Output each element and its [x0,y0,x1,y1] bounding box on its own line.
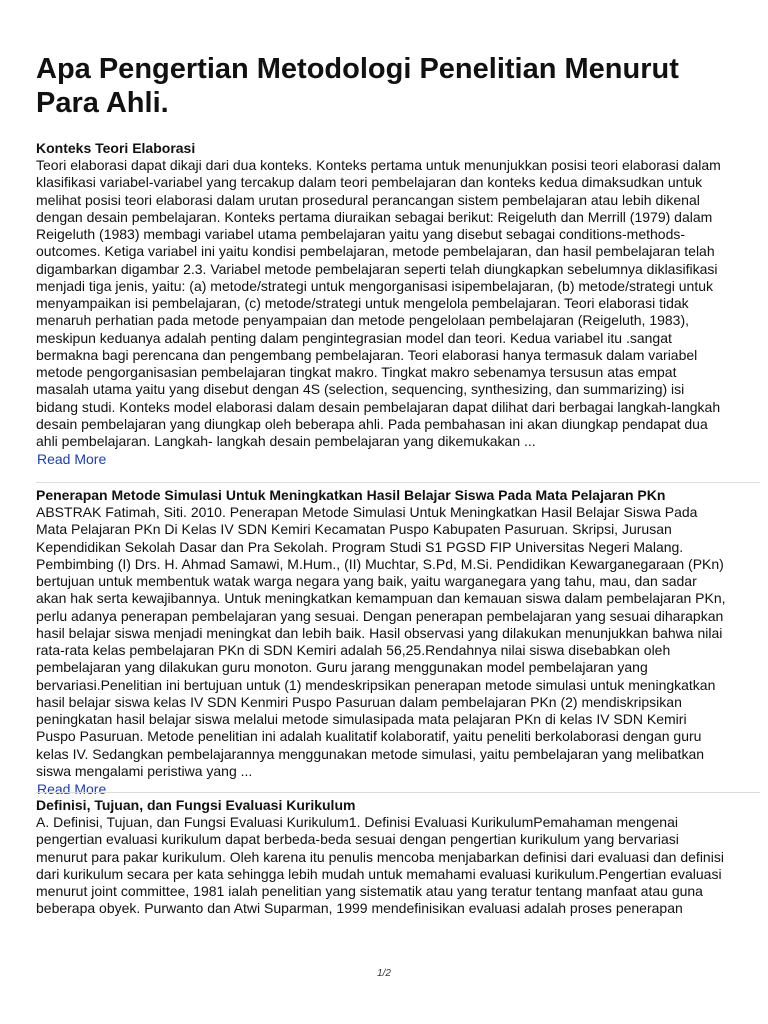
article-divider [36,482,760,483]
page-title: Apa Pengertian Metodologi Penelitian Menurut Para Ahli. [36,53,679,119]
article-title: Penerapan Metode Simulasi Untuk Meningkatkan Hasil Belajar Siswa Pada Mata Pelajaran PKn [36,487,666,503]
article-title: Definisi, Tujuan, dan Fungsi Evaluasi Kurikulum [36,797,356,813]
article-body: A. Definisi, Tujuan, dan Fungsi Evaluasi Kurikulum1. Definisi Evaluasi KurikulumPemahaman mengenai pengertian evaluasi kurikulum dapat berbeda-beda sesuai dengan pengertian kurikulum yang bervariasi menurut para pakar kurikulum. Oleh karena itu penulis mencoba menjabarkan definisi dari evaluasi dan definisi dari kurikulum secara per kata sehingga lebih mudah untuk memahami evaluasi kurikulum.Pengertian evaluasi menurut joint committee, 1981 ialah penelitian yang sistematik atau yang teratur tentang manfaat atau guna beberapa obyek. Purwanto dan Atwi Suparman, 1999 mendefinisikan evaluasi adalah proses penerapan [36,814,724,917]
article-divider [36,792,760,793]
article-body: ABSTRAK Fatimah, Siti. 2010. Penerapan Metode Simulasi Untuk Meningkatkan Hasil Belajar Siswa Pada Mata Pelajaran PKn Di Kelas IV SDN Kemiri Kecamatan Puspo Kabupaten Pasuruan. Skripsi, Jurusan Kependidikan Sekolah Dasar dan Pra Sekolah. Program Studi S1 PGSD FIP Universitas Negeri Malang. Pembimbing (I) Drs. H. Ahmad Samawi, M.Hum., (II) Muchtar, S.Pd, M.Si. Pendidikan Kewarganegaraan (PKn) bertujuan untuk membentuk watak warga negara yang baik, yaitu warganegara yang tahu, mau, dan sadar akan hak serta kewajibannya. Untuk meningkatkan kemampuan dan kemauan siswa dalam pembelajaran PKn, perlu adanya penerapan pembelajaran yang sesuai. Dengan penerapan pembelajaran yang sesuai diharapkan hasil belajar siswa menjadi meningkat dan lebih baik. Hasil observasi yang dilakukan menunjukkan bahwa nilai rata-rata kelas pembelajaran PKn di SDN Kemiri adalah 56,25.Rendahnya nilai siswa disebabkan oleh pembelajaran yang dilakukan guru monoton. Guru jarang menggunakan model pembelajaran yang bervariasi.Penelitian ini bertujuan untuk (1) mendeskripsikan penerapan metode simulasi untuk meningkatkan hasil belajar siswa kelas IV SDN Kenmiri Puspo Pasuruan dalam pembelajaran PKn (2) mendiskripsikan peningkatan hasil belajar siswa melalui metode simulasipada mata pelajaran PKn di kelas IV SDN Kemiri Puspo Pasuruan. Metode penelitian ini adalah kualitatif kolaboratif, yaitu peneliti berkolaborasi dengan guru kelas IV. Sedangkan pembelajarannya menggunakan metode simulasi, yaitu pembelajaran yang melibatkan siswa mengalami peristiwa yang ... [36,504,726,779]
article-konteks-teori-elaborasi [36,139,732,469]
read-more-link[interactable]: Read More [37,451,107,468]
document-page [36,0,732,917]
read-more-link[interactable]: Read More [37,781,107,797]
article-evaluasi-kurikulum [36,796,732,918]
article-penerapan-metode-simulasi [36,486,732,799]
article-body: Teori elaborasi dapat dikaji dari dua konteks. Konteks pertama untuk menunjukkan posisi teori elaborasi dalam klasifikasi variabel-variabel yang tercakup dalam teori pembelajaran dan konteks kedua dimaksudkan untuk melihat posisi teori elaborasi dalam urutan prosedural perancangan sistem pembelajaran atau lebih dikenal dengan desain pembelajaran. Konteks pertama diuraikan sebagai berikut: Reigeluth dan Merrill (1979) dalam Reigeluth (1983) membagi variabel utama pembelajaran yaitu yang disebut sebagai conditions-methods-outcomes. Ketiga variabel ini yaitu kondisi pembelajaran, metode pembelajaran, dan hasil pembelajaran telah digambarkan digambar 2.3. Variabel metode pembelajaran seperti telah diungkapkan sebelumnya diklasifikasi menjadi tiga jenis, yaitu: (a) metode/strategi untuk mengorganisasi isipembelajaran, (b) metode/strategi untuk menyampaikan isi pembelajaran, (c) metode/strategi untuk mengelola pembelajaran. Teori elaborasi tidak menaruh perhatian pada metode penyampaian dan metode pengelolaan pembelajaran (Reigeluth, 1983), meskipun keduanya adalah penting dalam pengintegrasian model dan teori. Kedua variabel itu .sangat bermakna bagi perencana dan pengembang pembelajaran. Teori elaborasi hanya termasuk dalam variabel metode pengorganisasian pembelajaran tingkat makro. Tingkat makro sebenamya tersusun atas empat masalah utama yaitu yang disebut dengan 4S (selection, sequencing, synthesizing, dan summarizing) isi bidang studi. Konteks model elaborasi dalam desain pembelajaran dapat dilihat dari berbagai langkah-langkah desain pembelajaran yang diungkap oleh beberapa ahli. Pada pembahasan ini akan diungkap pendapat dua ahli pembelajaran. Langkah- langkah desain pembelajaran yang dikemukakan ... [36,157,721,449]
article-title: Konteks Teori Elaborasi [36,140,196,156]
page-number: 1/2 [377,968,391,979]
